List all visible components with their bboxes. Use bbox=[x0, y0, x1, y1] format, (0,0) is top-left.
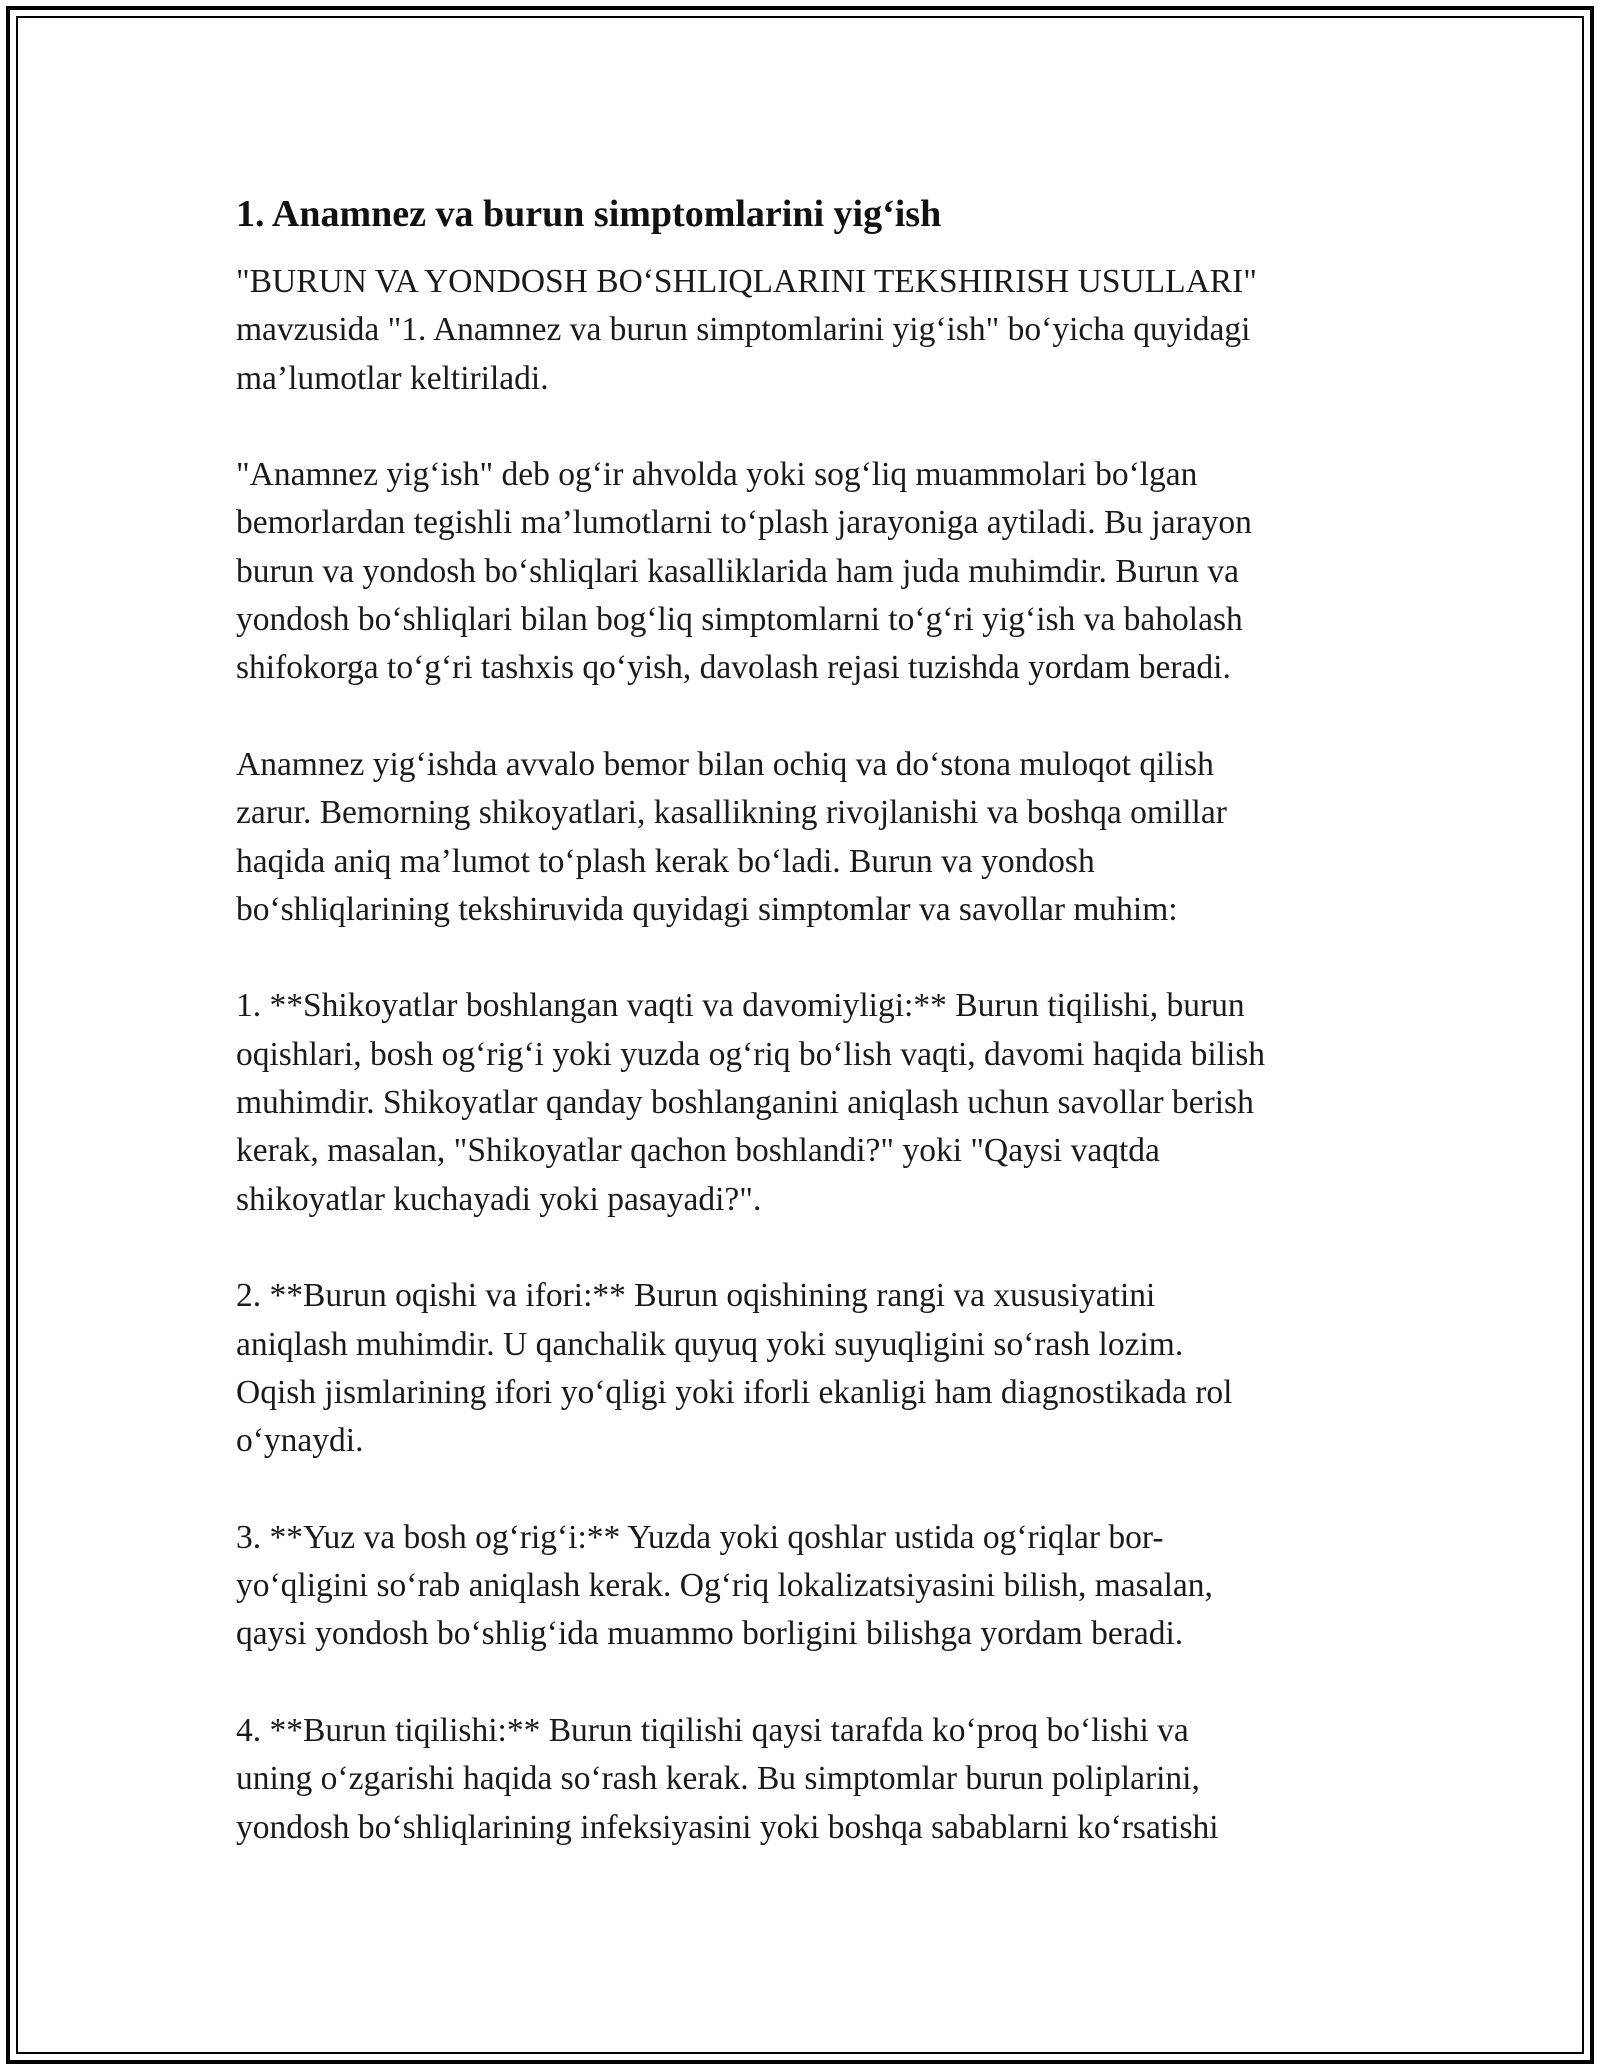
text-line: Anamnez yig‘ishda avvalo bemor bilan ochiq va do‘stona muloqot qilish bbox=[236, 745, 1214, 783]
text-line: Oqish jismlarining ifori yo‘qligi yoki iforli ekanligi ham diagnostikada rol bbox=[236, 1373, 1233, 1411]
text-line: qaysi yondosh bo‘shlig‘ida muammo borligini bilishga yordam beradi. bbox=[236, 1615, 1184, 1653]
text-line: yondosh bo‘shliqlari bilan bog‘liq simptomlarni to‘g‘ri yig‘ish va baholash bbox=[236, 601, 1243, 639]
text-line: bo‘shliqlarining tekshiruvida quyidagi simptomlar va savollar muhim: bbox=[236, 890, 1178, 928]
document-body bbox=[236, 186, 1366, 1900]
text-line: ma’lumotlar keltiriladi. bbox=[236, 359, 549, 397]
text-line: o‘ynaydi. bbox=[236, 1422, 364, 1460]
text-line: 2. **Burun oqishi va ifori:** Burun oqishining rangi va xususiyatini bbox=[236, 1277, 1156, 1315]
list-item-4 bbox=[236, 1707, 1366, 1852]
paragraph-approach bbox=[236, 741, 1366, 934]
document-title: 1. Anamnez va burun simptomlarini yig‘ish bbox=[236, 193, 942, 235]
text-line: bemorlardan tegishli ma’lumotlarni to‘plash jarayoniga aytiladi. Bu jarayon bbox=[236, 504, 1252, 542]
text-line: oqishlari, bosh og‘rig‘i yoki yuzda og‘riq bo‘lish vaqti, davomi haqida bilish bbox=[236, 1035, 1266, 1073]
text-line: 3. **Yuz va bosh og‘rig‘i:** Yuzda yoki qoshlar ustida og‘riqlar bor- bbox=[236, 1518, 1164, 1556]
text-line: haqida aniq ma’lumot to‘plash kerak bo‘ladi. Burun va yondosh bbox=[236, 842, 1095, 880]
text-line: muhimdir. Shikoyatlar qanday boshlanganini aniqlash uchun savollar berish bbox=[236, 1084, 1254, 1122]
text-line: yo‘qligini so‘rab aniqlash kerak. Og‘riq lokalizatsiyasini bilish, masalan, bbox=[236, 1567, 1213, 1605]
text-line: yondosh bo‘shliqlarining infeksiyasini yoki boshqa sabablarni ko‘rsatishi bbox=[236, 1808, 1219, 1846]
text-line: shikoyatlar kuchayadi yoki pasayadi?". bbox=[236, 1180, 762, 1218]
list-item-2 bbox=[236, 1272, 1366, 1465]
text-line: uning o‘zgarishi haqida so‘rash kerak. Bu simptomlar burun poliplarini, bbox=[236, 1760, 1200, 1798]
list-item-3 bbox=[236, 1514, 1366, 1659]
text-line: "BURUN VA YONDOSH BO‘SHLIQLARINI TEKSHIRISH USULLARI" bbox=[236, 263, 1257, 300]
text-line: "Anamnez yig‘ish" deb og‘ir ahvolda yoki sog‘liq muammolari bo‘lgan bbox=[236, 456, 1198, 494]
text-line: zarur. Bemorning shikoyatlari, kasallikning rivojlanishi va boshqa omillar bbox=[236, 794, 1227, 832]
text-line: burun va yondosh bo‘shliqlari kasalliklarida ham juda muhimdir. Burun va bbox=[236, 552, 1239, 590]
list-item-1 bbox=[236, 982, 1366, 1223]
paragraph-definition bbox=[236, 451, 1366, 692]
text-line: shifokorga to‘g‘ri tashxis qo‘yish, davolash rejasi tuzishda yordam beradi. bbox=[236, 649, 1231, 687]
text-line: mavzusida "1. Anamnez va burun simptomlarini yig‘ish" bo‘yicha quyidagi bbox=[236, 311, 1251, 349]
paragraph-intro bbox=[236, 258, 1366, 403]
text-line: aniqlash muhimdir. U qanchalik quyuq yoki suyuqligini so‘rash lozim. bbox=[236, 1325, 1184, 1363]
text-line: 4. **Burun tiqilishi:** Burun tiqilishi qaysi tarafda ko‘proq bo‘lishi va bbox=[236, 1711, 1189, 1749]
text-line: 1. **Shikoyatlar boshlangan vaqti va davomiyligi:** Burun tiqilishi, burun bbox=[236, 987, 1245, 1025]
text-line: kerak, masalan, "Shikoyatlar qachon boshlandi?" yoki "Qaysi vaqtda bbox=[236, 1132, 1160, 1170]
